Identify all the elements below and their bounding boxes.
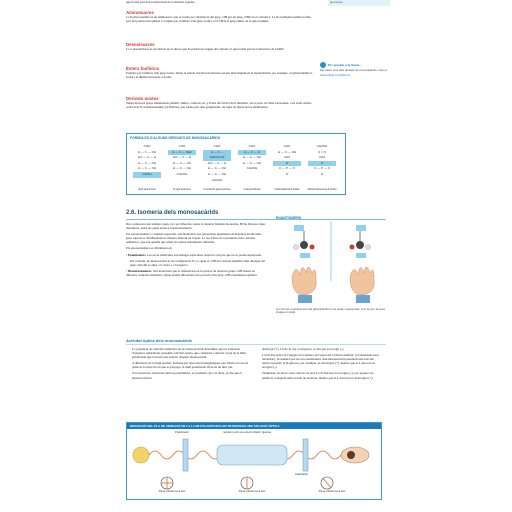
enantiomers-figure xyxy=(276,216,388,324)
textbook-page xyxy=(118,0,394,512)
esters-section xyxy=(126,66,316,79)
formula-line: H — C — OH xyxy=(242,155,262,160)
formula-line: H — C — OH xyxy=(277,149,297,154)
formula-line: HO — C — H xyxy=(172,155,192,160)
diastereo-bullet xyxy=(126,269,266,277)
label-pla2: Pla de vibració de la llum xyxy=(238,490,266,493)
xarxa-sidenote xyxy=(320,62,388,77)
activitat-p3: Si la desviació, mesurada amb un polarímetre, es produeix cap a la dreta, es diu que el monosacàrid és xyxy=(132,371,242,380)
formula-line: H — C — OH xyxy=(172,166,192,171)
polarization-illustration xyxy=(127,429,381,499)
aminosucres-title: Aminosucres xyxy=(126,10,154,15)
molecule-caption: 2-desoxiribosa xyxy=(243,188,261,191)
molecule-caption: Dihidroxiacetona-3-fosfat xyxy=(307,188,337,191)
formula-line: O xyxy=(285,171,289,176)
enantiomers-title: ENANTIÒMERS xyxy=(276,216,302,220)
label-tub: recipient amb una solució d'àcid / glucosa xyxy=(223,431,271,434)
diagram-title: DESVIACIÓ DEL PLA DE VIBRACIÓ DE LA LLUM POLARITZADA EN TRAVESSAR UNA SOLUCIÓ ÒPTICA xyxy=(127,423,381,429)
label-pla1: Pla de vibració de la llum xyxy=(158,490,186,493)
molecule-formula xyxy=(168,144,196,178)
formula-line: CHO xyxy=(213,144,221,148)
formula-line: O xyxy=(273,161,301,167)
enantiomers-bullet xyxy=(126,253,266,257)
activitat-p2: A diferència de la llum normal, formada per ones electromagnètiques que vibren en tots els plans de la direcció en què es propaga, la llum polaritzada vibra en un únic pla. xyxy=(132,361,249,370)
activitat-p5: L'activitat òptica té l'origen en la manera en l'espai del carboni asimètric (a l'anomenat estat tetraèdric), de manera que els dos enantiòmers d'un monosacàrid presenten una activitat òptica oposada: la D-glucosa, per exemple, és dextrogira (+), mentre que la L-glucosa és levogira (-). xyxy=(262,353,379,370)
formula-line: O xyxy=(308,161,336,167)
formula-line: CH2OH xyxy=(211,177,223,182)
activitat-col2 xyxy=(262,347,382,380)
formula-line: CH2 xyxy=(318,155,325,160)
polarization-diagram xyxy=(126,422,382,500)
activitat-rule xyxy=(126,344,386,345)
sidenote-text: Per saber més dels derivats de monosacàrids, aneu a: xyxy=(320,68,388,72)
label-pla3: Pla de vibració de la llum xyxy=(318,490,346,493)
molecule-formula xyxy=(308,144,336,178)
isomeria-p2: Els estereoisòmers, o isòmers espacials, són molècules que posseeixen igualment els mateixos àtoms units però aquests es distribueixen de manera diferent en l'espai. La raó d'això és la presència dels carbonis asimètrics, que són aquells que tenen els quatre substituents diferents. xyxy=(126,232,262,245)
label-polaritzador: Polaritzador xyxy=(175,431,189,434)
derivats-title: Derivats mixtos xyxy=(126,96,159,101)
isomeria-p3: Els estereoisòmers es divideixen en: xyxy=(126,246,173,251)
activitat-title: Activitat òptica dels monosacàrids xyxy=(126,338,193,343)
formula-line: H — C — OH xyxy=(207,171,227,176)
enantiomers-caption: Les formes enantiòmeres del gliceraldehid no es poden superposar, com la mà i la seva imatge al mirall. xyxy=(276,307,385,315)
formula-line: H — C — OH xyxy=(172,160,192,165)
derivats-section xyxy=(126,96,316,109)
enantiomers-bullet-title: Enantiòmers. xyxy=(127,252,147,257)
enantiomers-bullet-text: Les seves molècules són imatges especulars respecte a un pla que no es poden superposar. xyxy=(147,252,262,257)
diastereo-bullet-title: Diastereoisòmers. xyxy=(127,268,153,273)
diastereo-bullet-text: Són molècules que es diferencien en la posició de diversos grups -OH situats en diferents carbonis asimètrics. Quan només difereixen en la posició d'un grup -OH s'anomenen epímers. xyxy=(126,268,258,277)
label-analitzador: Analitzador xyxy=(295,473,308,476)
aminosucres-section xyxy=(126,10,316,23)
formula-line: H — C — OH xyxy=(207,166,227,171)
formula-line: O — P — O xyxy=(314,166,330,171)
formula-line: CHO xyxy=(178,144,186,148)
formula-line: C = O xyxy=(318,149,326,154)
formula-line: CHO xyxy=(143,144,151,148)
aminosucres-text: La D-glucosamina és un aminosucre que es forma per substitució del grup -OH per un grup -NH2 en el carboni 2. La N-acetilglucosamina forma part del polisacàrid quitina i s'origina per l'addició d'un grup acetil (-CO-CH3) al grup amino de la glucosamina. xyxy=(126,15,311,24)
side-top-note xyxy=(328,0,390,6)
formula-line: COOH xyxy=(133,172,161,178)
formulas-title: FÓRMULES D'ALGUNS DERIVATS DE MONOSACÀRIDS xyxy=(130,136,220,140)
desoxisucres-text: La 2-desoxiribosa és un derivat de la ribosa que ha perdut un oxigen del carboni 2 i que forma part de l'estructura de l'ADN. xyxy=(126,47,285,51)
formula-line: CHO xyxy=(248,144,256,148)
sidenote-title: Per ampliar a la Xarxa... xyxy=(328,63,362,67)
formula-line: H — C — NH2 xyxy=(168,150,196,156)
formulas-panel xyxy=(126,133,346,195)
enantiomers-illustration xyxy=(276,221,388,307)
formula-line: H — C — NHCOCH3 xyxy=(203,150,231,161)
sidenote-url[interactable]: www.ccbbp.com/hdlq.es xyxy=(320,72,351,77)
activitat-p4: dextrogir (+), i si ho fa cap a l'esquerra, es diu que és levogir (-). xyxy=(262,347,345,351)
top-strip xyxy=(126,0,316,4)
enantiomers-bullet-2: Per conveni, un monosacàrid és de configuració D o L quan el -OH del carboni asimètric més allunyat del grup carbonil se situa a la dreta o a l'esquerra. xyxy=(130,258,266,267)
formula-line: H — C — OH xyxy=(137,160,157,165)
isomeria-p1: Dos compostos són isòmers quan, tot i ser diferents, tenen la mateixa fórmula molecular. Hi ha diversos tipus d'isomeria, entre les quals destaca l'estereoisomeria. xyxy=(126,222,266,231)
formula-line: CH2 xyxy=(283,155,290,160)
formula-line: HO — C — H xyxy=(137,155,157,160)
activitat-p1: La presència de carbonis asimètrics en els monosacàrids determina que les solucions d'aquestes substàncies presentin activitat òptica, que consisteix a desviar el pla de la llum polaritzada que travessa una solució d'aquest monosacàrid. xyxy=(132,347,246,360)
formula-line: CHO xyxy=(283,144,291,148)
side-top-note-text: gluconesa xyxy=(330,0,343,4)
formula-line: CH2OH xyxy=(316,144,328,148)
desoxisucres-title: Desoxisucres xyxy=(126,42,155,47)
formula-line: H — C — OH xyxy=(137,149,157,154)
esters-text: Formats per l'addició d'un grup fosfat. Tenen la funció d'activar molècules perquè intervinguin en el metabolisme; per exemple, el gliceraldehid-3-fosfat i la dihidroxiacetona-3-fosfat. xyxy=(126,71,313,80)
molecule-caption: Gliceraldehid-3-fosfat xyxy=(274,188,300,191)
molecule-caption: Àcid glucurònic xyxy=(138,188,156,191)
molecule-formula xyxy=(238,144,266,172)
bullet-icon: • xyxy=(126,268,128,273)
formula-line: O — P — O xyxy=(279,166,295,171)
molecule-caption: N-acetil-D-glucosamina xyxy=(203,188,231,191)
formula-line: H — C — OH xyxy=(242,160,262,165)
molecule-formula xyxy=(133,144,161,178)
formula-line: CH2OH xyxy=(246,166,258,171)
esters-title: Èsters fosfòrics xyxy=(126,66,160,71)
bullet-icon: • xyxy=(126,252,128,257)
derivats-text: Tenen diversos grups substituents (amidil, amino, carboxil, etc.). Entre ells hi ha l'àcid murámic, de la paret cel·lular bacteriana, i els àcids siàlics, com l'àcid N-acetilneuramínic (ANANA), que forma part dels gangliòsids, un tipus de lípids de les membranes. xyxy=(126,101,313,110)
formula-line: CH2OH xyxy=(176,171,188,176)
formula-line: H — C — H xyxy=(238,150,266,156)
molecule-formula xyxy=(273,144,301,178)
activitat-p6: Tanmateix, en altres casos això no és així. La D-fructosa és levogira (-), per aquesta raó també és coneguda amb el nom de levulosa, mentre que la L-fructosa és dextrogira (+). xyxy=(262,371,374,380)
formula-line: H — C — OH xyxy=(137,166,157,171)
molecule-formula xyxy=(203,144,231,183)
isomeria-title: 2.6. Isomeria dels monosacàrids xyxy=(126,210,219,216)
formula-line: HO — C — H xyxy=(207,160,227,165)
molecule-caption: D-glucosamina xyxy=(173,188,191,191)
isomeria-body xyxy=(126,222,266,277)
activitat-col1 xyxy=(132,347,252,380)
formula-line: O xyxy=(320,171,324,176)
top-line: que forma part dels polisacàrids de la matèria vegetal... xyxy=(126,0,197,4)
desoxisucres-section xyxy=(126,42,316,51)
